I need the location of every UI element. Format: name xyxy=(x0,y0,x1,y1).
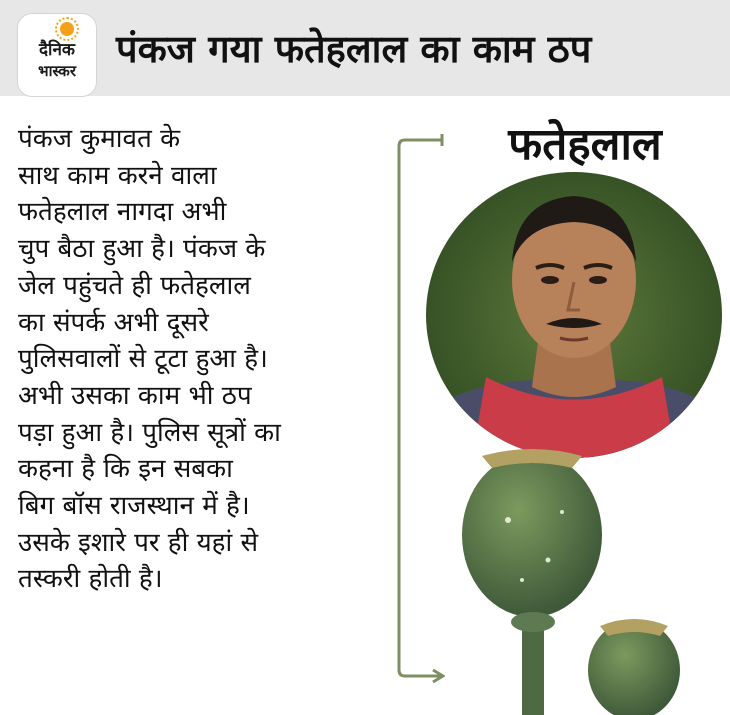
header-bar xyxy=(0,0,730,96)
body-line: का संपर्क अभी दूसरे xyxy=(18,307,209,338)
logo-line-1: दैनिक xyxy=(39,40,75,60)
body-line: कहना है कि इन सबका xyxy=(18,454,233,485)
dainik-bhaskar-logo xyxy=(18,14,96,96)
body-line: पुलिसवालों से टूटा हुआ है। xyxy=(18,344,268,375)
person-photo xyxy=(426,172,722,458)
body-line: उसके इशारे पर ही यहां से xyxy=(18,527,259,558)
headline: पंकज गया फतेहलाल का काम ठप xyxy=(116,27,592,71)
logo-line-2: भास्कर xyxy=(38,62,76,80)
person-name-label: फतेहलाल xyxy=(508,119,662,170)
body-line: बिग बॉस राजस्थान में है। xyxy=(18,491,250,522)
poppy-pod-illustration xyxy=(452,440,730,715)
body-line: साथ काम करने वाला xyxy=(18,160,217,191)
body-line: जेल पहुंचते ही फतेहलाल xyxy=(18,270,251,301)
body-line: पंकज कुमावत के xyxy=(18,124,181,154)
body-line: पड़ा हुआ है। पुलिस सूत्रों का xyxy=(18,417,281,448)
body-line: चुप बैठा हुआ है। पंकज के xyxy=(18,234,266,265)
article-body xyxy=(18,121,390,598)
bracket-arrow-icon xyxy=(397,132,445,684)
sun-logo-icon xyxy=(60,22,74,36)
body-line: तस्करी होती है। xyxy=(18,564,163,595)
body-line: अभी उसका काम भी ठप xyxy=(18,380,252,411)
body-line: फतेहलाल नागदा अभी xyxy=(18,197,227,228)
